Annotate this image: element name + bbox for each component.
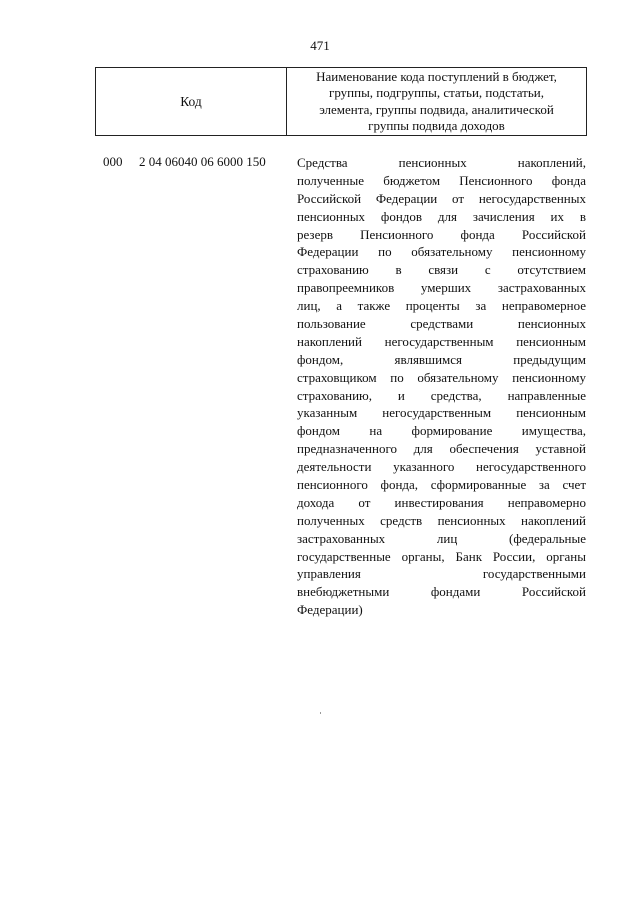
description-line: полученных средств пенсионных накоплений — [297, 512, 586, 528]
row-admin-code: 000 — [103, 154, 123, 169]
description-line: правопреемников умерших застрахованных — [297, 280, 586, 296]
description-line: Средства пенсионных накоплений, — [297, 155, 586, 170]
description-line: страховщиком по обязательному пенсионному — [297, 369, 586, 385]
description-line: накоплений негосударственным пенсионным — [297, 333, 586, 349]
header-name-line: элемента, группы подвида, аналитической — [319, 101, 554, 117]
description-line: фондом на формирование имущества, — [297, 423, 586, 439]
header-name-column — [287, 68, 586, 135]
header-name-line: группы, подгруппы, статьи, подстатьи, — [329, 85, 544, 100]
description-line: фондом, являвшимся предыдущим — [297, 351, 586, 367]
description-line: резерв Пенсионного фонда Российской — [297, 226, 586, 242]
description-line: страхованию в связи с отсутствием — [297, 262, 586, 278]
description-line: Российской Федерации от негосударственных — [297, 190, 586, 206]
scan-speck — [320, 712, 321, 714]
description-line: деятельности указанного негосударственного — [297, 459, 586, 475]
description-line: государственные органы, Банк России, органы — [297, 548, 586, 564]
header-code-column: Код — [96, 68, 287, 135]
description-line: Федерации по обязательному пенсионному — [297, 244, 586, 260]
row-income-code: 2 04 06040 06 6000 150 — [139, 154, 266, 169]
page-number: 471 — [310, 38, 330, 53]
description-line: предназначенного для обеспечения уставной — [297, 441, 586, 457]
description-line: страхованию, и средства, направленные — [297, 387, 586, 403]
description-line: полученные бюджетом Пенсионного фонда — [297, 172, 586, 188]
description-line: пенсионных фондов для зачисления их в — [297, 208, 586, 224]
description-line: Федерации) — [297, 602, 363, 618]
description-line: дохода от инвестирования неправомерно — [297, 494, 586, 510]
description-line: указанным негосударственным пенсионным — [297, 405, 586, 421]
description-line: управления государственными — [297, 566, 586, 582]
table-header — [95, 67, 587, 136]
description-line: застрахованных лиц (федеральные — [297, 530, 586, 546]
description-line: лиц, а также проценты за неправомерное — [297, 298, 586, 314]
header-name-line: группы подвида доходов — [368, 118, 505, 133]
description-line: пенсионного фонда, сформированные за счет — [297, 477, 586, 493]
row-description — [297, 154, 586, 619]
description-line: внебюджетными фондами Российской — [297, 584, 586, 600]
header-name-line: Наименование кода поступлений в бюджет, — [316, 68, 557, 84]
description-line: пользование средствами пенсионных — [297, 316, 586, 332]
